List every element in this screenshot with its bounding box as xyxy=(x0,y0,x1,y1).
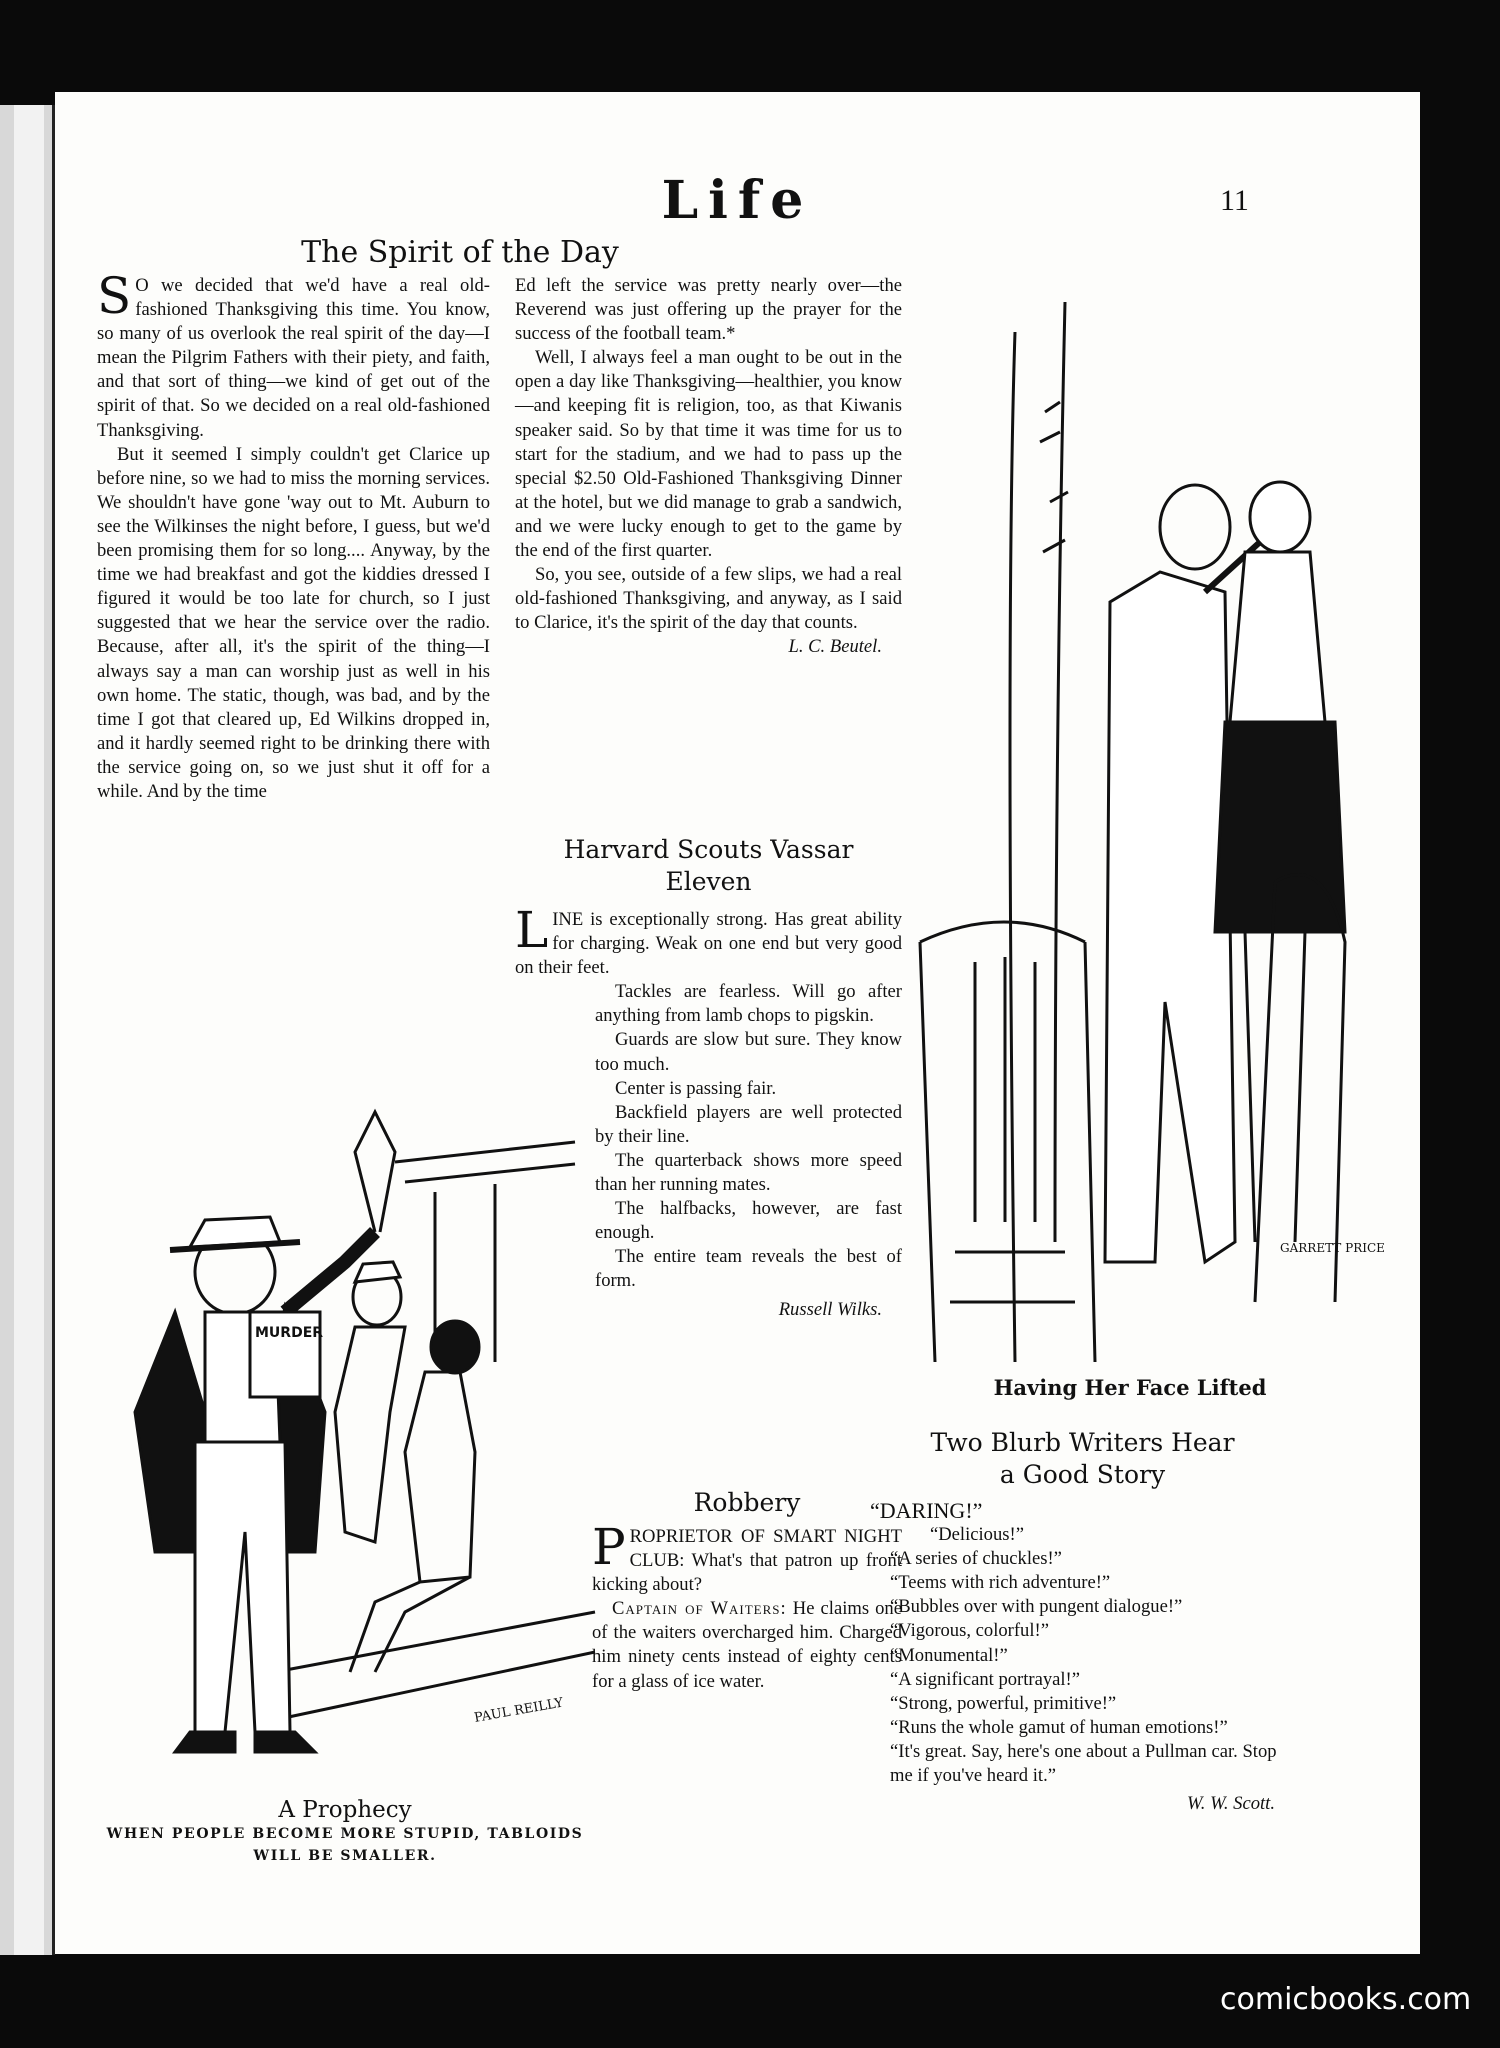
robbery-title: Robbery xyxy=(693,1488,801,1517)
page-number: 11 xyxy=(1220,184,1249,217)
watermark: comicbooks.com xyxy=(1220,1982,1472,2017)
drop-cap: P xyxy=(592,1518,626,1576)
spirit-paragraph-4: Well, I always feel a man ought to be out in the open a day like Thanksgiving—healthier, you know —and keeping fit is religion, too, as that Kiwanis speaker said. So by that time it was time for us to start for the stadium, and we had to pass up the special $2.50 Old-Fashioned Thanksgiving Dinner at the hotel, but we did manage to grab a sandwich, and we were lucky enough to get to the game by the end of the first quarter. xyxy=(515,347,902,562)
harvard-paragraph-5: Backfield players are well protected by their line. xyxy=(595,1101,902,1147)
spirit-paragraph-5: So, you see, outside of a few slips, we had a real old-fashioned Thanksgiving, and anyway, as I said to Clarice, it's the spirit of the day that counts. xyxy=(515,564,902,634)
spirit-paragraph-3: Ed left the service was pretty nearly over—the Reverend was just offering up the prayer for the success of the football team.* xyxy=(515,275,902,345)
harvard-paragraph-4: Center is passing fair. xyxy=(615,1077,777,1099)
blurb-line: “It's great. Say, here's one about a Pullman car. Stop me if you've heard it.” xyxy=(890,1740,1277,1787)
left-page-edge xyxy=(0,105,55,1955)
artist-signature: GARRETT PRICE xyxy=(1280,1241,1385,1255)
blurb-line: “Delicious!” xyxy=(930,1524,1024,1546)
robbery-article xyxy=(592,1487,902,1694)
prophecy-illustration xyxy=(75,1112,605,1782)
drop-cap: S xyxy=(97,267,132,325)
robbery-paragraph-1: PROPRIETOR OF SMART NIGHT CLUB: What's that patron up front kicking about? xyxy=(592,1518,902,1596)
harvard-paragraph-3: Guards are slow but sure. They know too much. xyxy=(595,1029,902,1075)
spirit-paragraph-2: But it seemed I simply couldn't get Clarice up before nine, so we had to miss the morning services. We shouldn't have gone 'way out to Mt. Auburn to see the Wilkinses the night before, I guess, but we'd been promising them for so long.... Anyway, by the time we had breakfast and got the kiddies dressed I figured it would be too late for church, so I just suggested that we hear the service over the radio. Because, after all, it's the spirit of the thing—I always say a man can worship just as well in his own home. The static, though, was bad, and by the time I got that cleared up, Ed Wilkins dropped in, and it hardly seemed right to be drinking there with the service going on, so we just shut it off for a while. And by the time xyxy=(97,443,490,802)
harvard-paragraph-1: LINE is exceptionally strong. Has great ability for charging. Weak on one end but very good on their feet. xyxy=(515,901,902,979)
harvard-paragraph-2: Tackles are fearless. Will go after anything from lamb chops to pigskin. xyxy=(595,981,902,1027)
blurb-line: “Vigorous, colorful!” xyxy=(890,1620,1049,1642)
blurb-line: “A significant portrayal!” xyxy=(890,1668,1080,1690)
blurb-line: “Strong, powerful, primitive!” xyxy=(890,1692,1117,1714)
blurb-line: “Runs the whole gamut of human emotions!” xyxy=(890,1716,1228,1738)
artist-signature: PAUL REILLY xyxy=(473,1695,565,1726)
spirit-column-2 xyxy=(515,274,902,660)
speaker-label: Captain of Waiters: xyxy=(612,1598,787,1620)
robbery-paragraph-2: Captain of Waiters: He claims one of the waiters overcharged him. Charged him ninety cents instead of eighty cents for a glass of ice water. xyxy=(592,1598,902,1692)
blurb-line: “A series of chuckles!” xyxy=(890,1548,1062,1570)
masthead: Life xyxy=(661,170,814,231)
blurb-line: “DARING!” xyxy=(870,1498,983,1523)
blurb-author: W. W. Scott. xyxy=(1187,1793,1275,1815)
spirit-paragraph-1: S O we decided that we'd have a real old-fashioned Thanksgiving this time. You know, so many of us overlook the real spirit of the day—I mean the Pilgrim Fathers with their piety, and faith, and that sort of thing—we kind of get out of the spirit of that. So we decided on a real old-fashioned Thanksgiving. xyxy=(97,267,490,441)
prophecy-caption xyxy=(95,1797,595,1867)
blurb-line: “Monumental!” xyxy=(890,1644,1008,1666)
harvard-author: Russell Wilks. xyxy=(778,1298,882,1320)
blurb-line: “Bubbles over with pungent dialogue!” xyxy=(890,1596,1183,1618)
spirit-column-1 xyxy=(97,267,490,804)
magazine-page xyxy=(55,92,1420,1954)
harvard-paragraph-6: The quarterback shows more speed than her running mates. xyxy=(595,1149,902,1196)
prophecy-subtitle: WHEN PEOPLE BECOME MORE STUPID, TABLOIDS WILL BE SMALLER. xyxy=(106,1826,584,1864)
harvard-paragraph-7: The halfbacks, however, are fast enough. xyxy=(595,1198,902,1244)
face-caption: Having Her Face Lifted xyxy=(993,1375,1267,1400)
blurb-title: Two Blurb Writers Hear a Good Story xyxy=(930,1428,1235,1489)
harvard-title: Harvard Scouts Vassar Eleven xyxy=(563,835,854,896)
drop-cap: L xyxy=(515,901,549,959)
blurb-line: “Teems with rich adventure!” xyxy=(890,1572,1111,1594)
spirit-author: L. C. Beutel. xyxy=(788,636,882,658)
prophecy-title: A Prophecy xyxy=(278,1797,412,1823)
blurb-article xyxy=(870,1427,1295,1816)
spirit-title: The Spirit of the Day xyxy=(301,235,619,270)
face-lift-illustration xyxy=(915,242,1385,1372)
newspaper-headline: MURDER xyxy=(255,1325,324,1341)
harvard-paragraph-8: The entire team reveals the best of form. xyxy=(595,1246,902,1292)
